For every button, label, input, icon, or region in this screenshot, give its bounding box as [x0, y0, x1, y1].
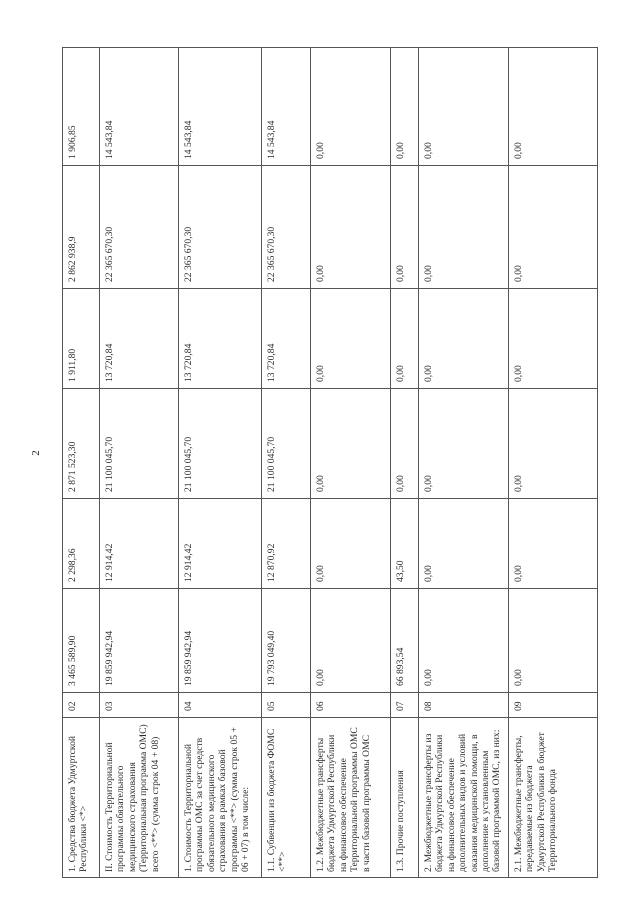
value-cell: 19 859 942,94	[179, 589, 262, 693]
value-cell: 21 100 045,70	[262, 389, 311, 499]
table-row	[391, 48, 419, 878]
value-cell: 43,50	[391, 499, 419, 589]
row-label: 2. Межбюджетные трансферты из бюджета Удмуртской Республики на финансовое обеспечение дополнительных видов и условий оказания медицинской помощи, в дополнение к установленным базовой программой ОМС, из них:	[419, 718, 509, 878]
value-cell: 0,00	[419, 589, 509, 693]
table-row	[179, 48, 262, 878]
value-cell: 0,00	[509, 589, 598, 693]
row-code: 02	[63, 693, 100, 718]
row-label: 2.1. Межбюджетные трансферты, передаваемые из бюджета Удмуртской Республики в бюджет Территориального фонда	[509, 718, 598, 878]
row-code: 03	[100, 693, 179, 718]
value-cell: 1 911,80	[63, 289, 100, 389]
value-cell: 21 100 045,70	[179, 389, 262, 499]
value-cell: 0,00	[311, 499, 391, 589]
value-cell: 0,00	[419, 48, 509, 166]
value-cell: 12 914,42	[100, 499, 179, 589]
value-cell: 14 543,84	[262, 48, 311, 166]
value-cell: 0,00	[419, 289, 509, 389]
value-cell: 0,00	[509, 389, 598, 499]
row-code: 07	[391, 693, 419, 718]
value-cell: 21 100 045,70	[100, 389, 179, 499]
value-cell: 19 793 049,40	[262, 589, 311, 693]
row-code: 06	[311, 693, 391, 718]
value-cell: 0,00	[311, 166, 391, 289]
value-cell: 12 914,42	[179, 499, 262, 589]
row-code: 08	[419, 693, 509, 718]
value-cell: 22 365 670,30	[262, 166, 311, 289]
row-label: 1.1. Субвенции из бюджета ФОМС <**>	[262, 718, 311, 878]
row-code: 09	[509, 693, 598, 718]
row-label: 1.2. Межбюджетные трансферты бюджета Удмуртской Республики на финансовое обеспечение Территориальной программы ОМС в части базовой программы ОМС	[311, 718, 391, 878]
value-cell: 13 720,84	[262, 289, 311, 389]
value-cell: 12 870,92	[262, 499, 311, 589]
value-cell: 0,00	[391, 389, 419, 499]
row-label: 1. Стоимость Территориальной программы ОМС за счет средств обязательного медицинского страхования в рамках базовой программы <**> (сумма строк 05 + 06 + 07) в том числе:	[179, 718, 262, 878]
value-cell: 13 720,84	[100, 289, 179, 389]
table-row	[63, 48, 100, 878]
value-cell: 0,00	[311, 48, 391, 166]
value-cell: 14 543,84	[100, 48, 179, 166]
financing-table	[62, 47, 598, 878]
row-code: 05	[262, 693, 311, 718]
rotated-table-container	[62, 48, 597, 878]
table-row	[419, 48, 509, 878]
value-cell: 0,00	[419, 166, 509, 289]
value-cell: 0,00	[391, 289, 419, 389]
row-label: 1. Средства бюджета Удмуртской Республики <*>	[63, 718, 100, 878]
value-cell: 0,00	[311, 589, 391, 693]
value-cell: 2 298,36	[63, 499, 100, 589]
value-cell: 22 365 670,30	[179, 166, 262, 289]
value-cell: 3 465 589,90	[63, 589, 100, 693]
table-row	[100, 48, 179, 878]
value-cell: 13 720,84	[179, 289, 262, 389]
value-cell: 0,00	[509, 166, 598, 289]
value-cell: 0,00	[391, 48, 419, 166]
value-cell: 14 543,84	[179, 48, 262, 166]
value-cell: 0,00	[509, 289, 598, 389]
value-cell: 66 893,54	[391, 589, 419, 693]
row-label: 1.3. Прочие поступления	[391, 718, 419, 878]
value-cell: 0,00	[391, 166, 419, 289]
row-label: II. Стоимость Территориальной программы обязательного медицинского страхования (Территориальная программа ОМС) всего <**> (сумма строк 04 + 08)	[100, 718, 179, 878]
value-cell: 0,00	[419, 499, 509, 589]
value-cell: 2 862 938,9	[63, 166, 100, 289]
table-row	[311, 48, 391, 878]
value-cell: 0,00	[311, 289, 391, 389]
table-row	[509, 48, 598, 878]
table-row	[262, 48, 311, 878]
value-cell: 0,00	[509, 499, 598, 589]
page-number: 2	[30, 450, 42, 456]
value-cell: 0,00	[509, 48, 598, 166]
value-cell: 19 859 942,94	[100, 589, 179, 693]
value-cell: 0,00	[311, 389, 391, 499]
value-cell: 22 365 670,30	[100, 166, 179, 289]
value-cell: 1 906,85	[63, 48, 100, 166]
row-code: 04	[179, 693, 262, 718]
value-cell: 0,00	[419, 389, 509, 499]
value-cell: 2 871 523,30	[63, 389, 100, 499]
